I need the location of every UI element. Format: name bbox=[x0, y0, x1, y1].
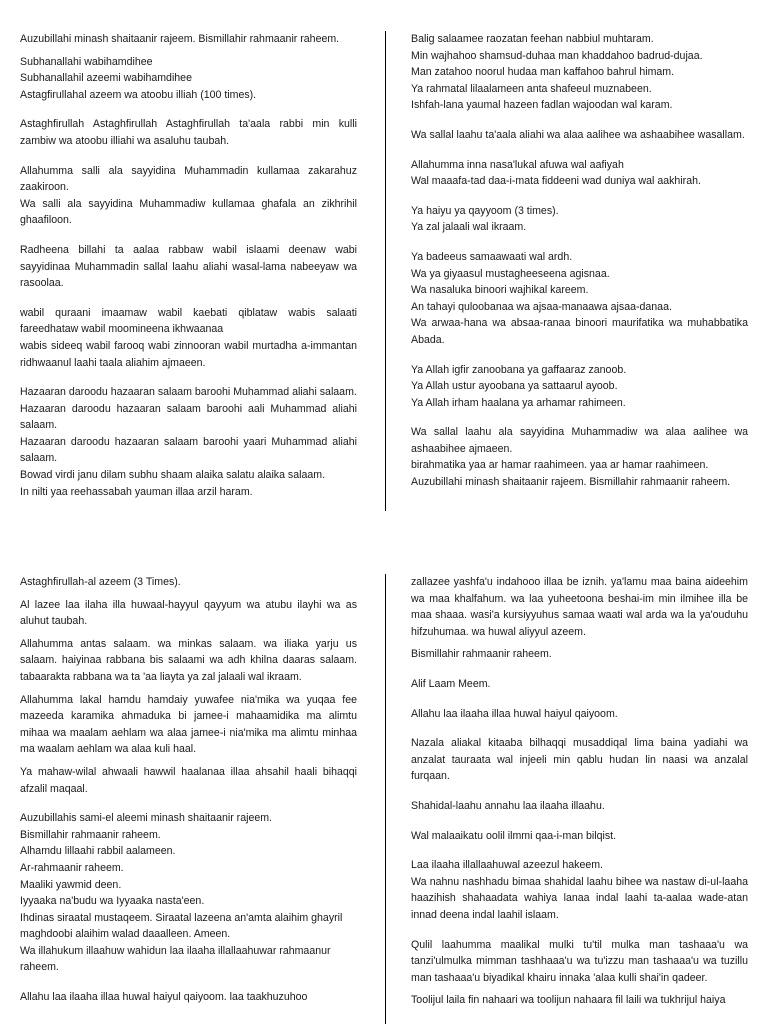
paragraph: Hazaaran daroodu hazaaran salaam baroohi Muhammad aliahi salaam. Hazaaran daroodu hazaaran salaam baroohi aali Muhammad aliahi salaam. Hazaaran daroodu hazaaran salaam baroohi yaari Muhammad aliahi salaam. Bowad virdi janu dilam subhu shaam alaika salatu alaika salaam. In nilti yaa reehassabah yauman illaa arzil haram. bbox=[20, 386, 357, 498]
paragraph: Bismillahir rahmaanir raheem. bbox=[411, 648, 552, 661]
paragraph: Ya badeeus samaawaati wal ardh. Wa ya giyaasul mustagheeseena agisnaa. Wa nasaluka binoori wajhikal kareem. An tahayi quloobanaa wa ajsaa-manaawa ajsaa-danaa. Wa arwaa-hana wa absaa-ranaa binoori maurifatika wa muhabbatika Abada. bbox=[411, 250, 748, 346]
paragraph: Allahumma lakal hamdu hamdaiy yuwafee nia'mika wa yuqaa fee mazeeda karamika ahmaduka bi jamee-i mahaamidika ma alimtu mihaa wa maalam aehlam wa alaa jamee-i nia'mika ma alimtu minhaa ma waalam aehlam wa alaa kuli haal. bbox=[20, 693, 357, 756]
panel-bottom-right bbox=[411, 574, 748, 1024]
paragraph: Alif Laam Meem. bbox=[411, 677, 491, 690]
paragraph: Allahumma inna nasa'lukal afuwa wal aafiyah Wal maaafa-tad daa-i-mata fiddeeni wad duniya wal aakhirah. bbox=[411, 158, 701, 188]
paragraph: Wa sallal laahu ta'aala aliahi wa alaa aalihee wa ashaabihee wasallam. bbox=[411, 128, 745, 141]
paragraph: Toolijul laila fin nahaari wa toolijun nahaara fil laili wa tukhrijul haiya bbox=[411, 994, 726, 1007]
paragraph: Astaghfirullah-al azeem (3 Times). bbox=[20, 576, 181, 588]
column-divider bbox=[385, 574, 386, 1024]
paragraph: Allahu laa ilaaha illaa huwal haiyul qaiyoom. bbox=[411, 707, 618, 720]
paragraph: Ya haiyu ya qayyoom (3 times). Ya zal jalaali wal ikraam. bbox=[411, 204, 559, 234]
column-divider bbox=[385, 31, 386, 511]
paragraph: Ya Allah igfir zanoobana ya gaffaaraz zanoob. Ya Allah ustur ayoobana ya sattaarul ayoob. Ya Allah irham haalana ya arhamar rahimeen. bbox=[411, 363, 627, 409]
paragraph: Ya mahaw-wilal ahwaali hawwil haalanaa illaa ahsahil haali bihaqqi afzalil maqaal. bbox=[20, 765, 357, 795]
panel-bottom-left bbox=[20, 574, 357, 1024]
paragraph: zallazee yashfa'u indahooo illaa be iznih. ya'lamu maa baina aideehim wa maa khalfahum. wa laa yuheetoona beshai-im min ilmihee illa be maa shaaa. wasi'a kursiyyuhus samaa waati wal arda wa la ya'ouduhu hifzuhumaa. wa huwal aliyyul azeem. bbox=[411, 576, 748, 638]
panel-top-right bbox=[411, 31, 748, 511]
paragraph: Shahidal-laahu annahu laa ilaaha illaahu. bbox=[411, 799, 605, 812]
panel-top-left bbox=[20, 31, 357, 511]
paragraph: wabil quraani imaamaw wabil kaebati qiblataw wabis salaati fareedhataw wabil moomineena ikhwaanaa wabis sideeq wabil farooq wabi zinnooran wabil murtadha a-immantan ridhwaanul laahi taala aliahim ajmaeen. bbox=[20, 306, 357, 369]
paragraph: Balig salaamee raozatan feehan nabbiul muhtaram. Min wajhahoo shamsud-duhaa man khaddahoo badrud-dujaa. Man zatahoo noorul hudaa man kaffahoo bahrul himam. Ya rahmatal lilaalameen anta shafeeul muznabeen. Ishfah-lana yaumal hazeen fadlan wajoodan wal karam. bbox=[411, 33, 703, 112]
paragraph: Allahumma salli ala sayyidina Muhammadin kullamaa zakarahuz zaakiroon. Wa salli ala sayyidina Muhammadiw kullamaa ghafala an zikhrihil ghaafiloon. bbox=[20, 164, 357, 227]
paragraph: Astaghfirullah Astaghfirullah Astaghfirullah ta'aala rabbi min kulli zambiw wa atoobu illiahi wa asaluhu taubah. bbox=[20, 118, 357, 147]
paragraph: Wa sallal laahu ala sayyidina Muhammadiw wa alaa aalihee wa ashaabihee ajmaeen. birahmatika yaa ar hamar raahimeen. yaa ar hamar raahimeen. Auzubillahi minash shaitaanir rajeem. Bismillahir rahmaanir raheem. bbox=[411, 426, 748, 489]
paragraph: Auzubillahi minash shaitaanir rajeem. Bismillahir rahmaanir raheem. bbox=[20, 33, 340, 45]
paragraph: Radheena billahi ta aalaa rabbaw wabil islaami deenaw wabi sayyidinaa Muhammadin sallal laahu aliahi wasal-lama nabeeyaw wa rasoolaa. bbox=[20, 243, 357, 290]
paragraph: Al lazee laa ilaha illa huwaal-hayyul qayyum wa atubu ilayhi wa as aluhut taubah. bbox=[20, 598, 357, 628]
paragraph: Laa ilaaha illallaahuwal azeezul hakeem. Wa nahnu nashhadu bimaa shahidal laahu bihee wa nastaw di-ul-laaha haazihish shahaadata wahiya lanaa indal laahi ta-aalaa wade-atan innad deena indal laahil islaam. bbox=[411, 859, 748, 921]
paragraph: Wal malaaikatu oolil ilmmi qaa-i-man bilqist. bbox=[411, 829, 617, 842]
paragraph: Allahu laa ilaaha illaa huwal haiyul qaiyoom. laa taakhuzuhoo bbox=[20, 991, 308, 1004]
paragraph: Allahumma antas salaam. wa minkas salaam. wa iliaka yarju us salaam. haiyinaa rabbana bis salaami wa adh khilna daaras salaam. tabaarakta rabbana wa ta 'aa liayta ya zal jalaali wal ikraam. bbox=[20, 637, 357, 683]
paragraph: Subhanallahi wabihamdihee Subhanallahil azeemi wabihamdihee Astagfirullahal azeem wa atoobu illiah (100 times). bbox=[20, 55, 257, 101]
paragraph: Nazala aliakal kitaaba bilhaqqi musaddiqal lima baina yadiahi wa anzalat tauraata wal injeeli min qablu hudan lin naasi wa anzalal furqaan. bbox=[411, 737, 748, 783]
paragraph: Qulil laahumma maalikal mulki tu'til mulka man tashaaa'u wa tanzi'ulmulka mimman tashhaaa'u wa tu'izzu man tashaaa'u wa tuzillu man tashaaa'u biyadikal khairu innaka 'alaa kulli shai'in qadeer. bbox=[411, 938, 748, 984]
paragraph: Auzubillahis sami-el aleemi minash shaitaanir rajeem. Bismillahir rahmaanir raheem. Alhamdu lillaahi rabbil aalameen. Ar-rahmaanir raheem. Maaliki yawmid deen. Iyyaaka na'budu wa Iyyaaka nasta'een. Ihdinas siraatal mustaqeem. Siraatal lazeena an'amta alaihim ghayril maghdoobi alaihim walad daaalleen. Ameen. Wa illahukum illaahuw wahidun laa ilaaha illallaahuwar rahmaanur raheem. bbox=[20, 812, 343, 974]
